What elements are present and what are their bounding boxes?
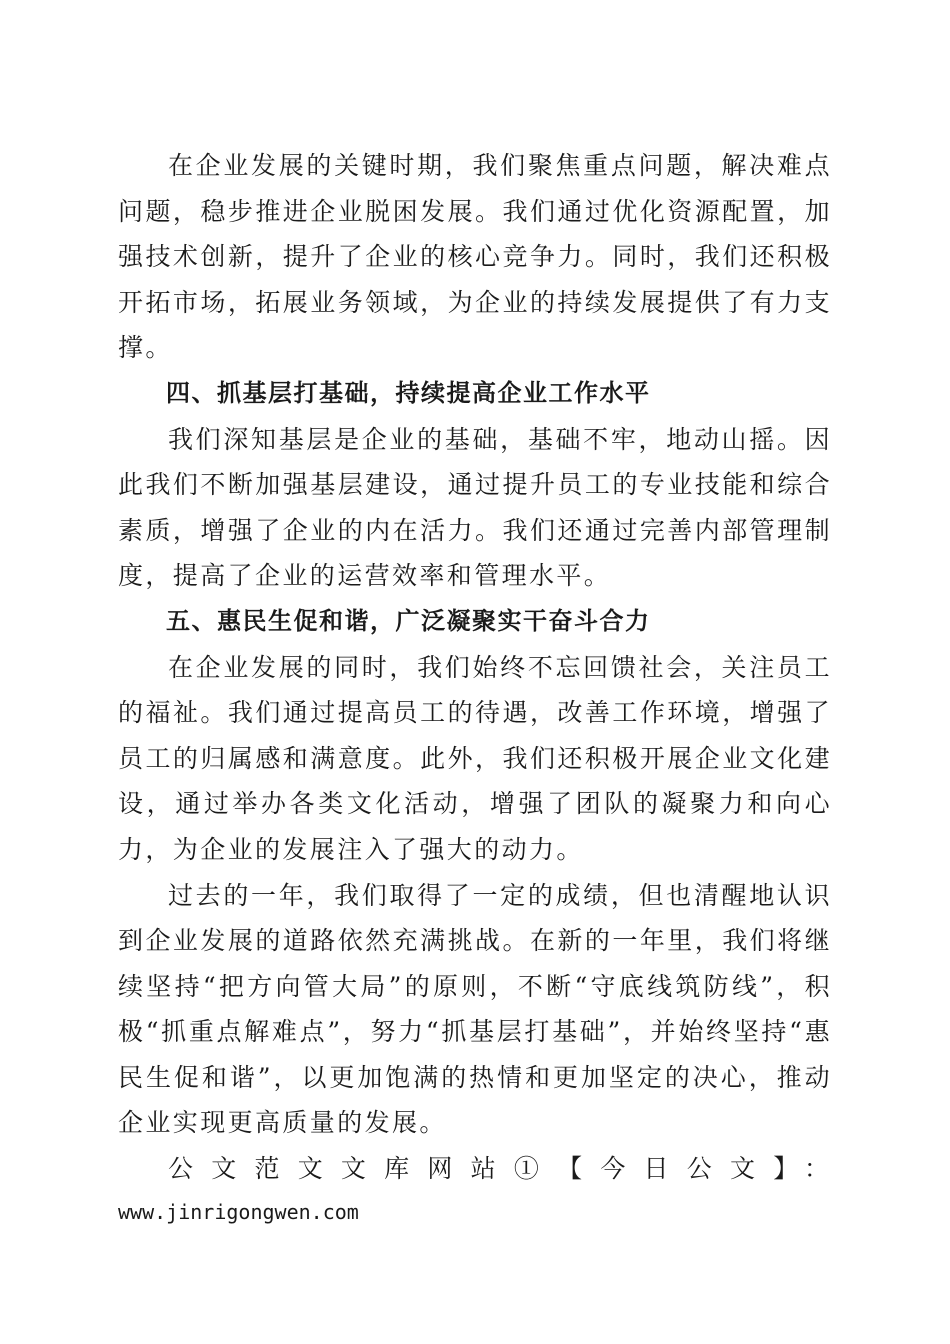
paragraph-key-period: 在企业发展的关键时期，我们聚焦重点问题，解决难点问题，稳步推进企业脱困发展。我们通过优化资源配置，加强技术创新，提升了企业的核心竞争力。同时，我们还积极开拓市场，拓展业务领域，为企业的持续发展提供了有力支撑。 <box>118 151 832 363</box>
footer-source: 公文范文文库网站①【今日公文】： <box>168 1154 832 1184</box>
paragraph-livelihood: 在企业发展的同时，我们始终不忘回馈社会，关注员工的福祉。我们通过提高员工的待遇，改善工作环境，增强了员工的归属感和满意度。此外，我们还积极开展企业文化建设，通过举办各类文化活动，增强了团队的凝聚力和向心力，为企业的发展注入了强大的动力。 <box>118 652 832 864</box>
footer-url[interactable]: www.jinrigongwen.com <box>118 1199 359 1224</box>
section-heading-5: 五、惠民生促和谐，广泛凝聚实干奋斗合力 <box>166 606 651 635</box>
section-heading-4: 四、抓基层打基础，持续提高企业工作水平 <box>166 378 651 407</box>
paragraph-conclusion: 过去的一年，我们取得了一定的成绩，但也清醒地认识到企业发展的道路依然充满挑战。在新的一年里，我们将继续坚持“把方向管大局”的原则，不断“守底线筑防线”，积极“抓重点解难点”，努力“抓基层打基础”，并始终坚持“惠民生促和谐”，以更加饱满的热情和更加坚定的决心，推动企业实现更高质量的发展。 <box>118 880 832 1138</box>
document-body <box>118 143 832 1232</box>
paragraph-grassroots: 我们深知基层是企业的基础，基础不牢，地动山摇。因此我们不断加强基层建设，通过提升员工的专业技能和综合素质，增强了企业的内在活力。我们还通过完善内部管理制度，提高了企业的运营效率和管理水平。 <box>118 424 832 591</box>
